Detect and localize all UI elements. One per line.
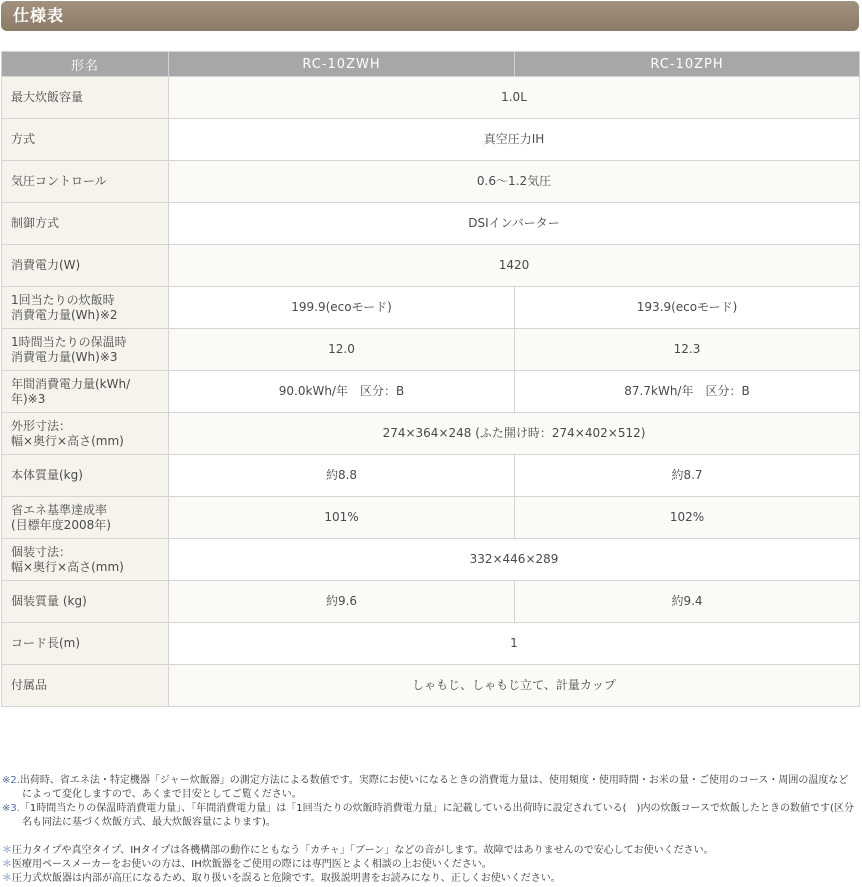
header-model-label: 形名 <box>2 52 169 77</box>
caution-note <box>2 872 858 886</box>
table-row <box>2 665 860 707</box>
row-value: 1420 <box>169 245 860 287</box>
caution-note <box>2 858 858 872</box>
row-value-rc10zph: 87.7kWh/年 区分：B <box>515 371 860 413</box>
caution-text: 圧力タイプや真空タイプ、IHタイプは各機構部の動作にともなう「カチャ」「ブーン」などの音がします。故障ではありませんので安心してお使いください。 <box>12 845 714 856</box>
table-row <box>2 455 860 497</box>
row-value-rc10zph: 102% <box>515 497 860 539</box>
footnote-text: 「1時間当たりの保温時消費電力量」、「年間消費電力量」は「1回当たりの炊飯時消費電力量」に記載している出荷時に設定されている( )内の炊飯コースで炊飯したときの数値です(区分名も同法に基づく炊飯方式、最大炊飯容量によります)。 <box>19 803 854 828</box>
footnote-text: 出荷時、省エネ法・特定機器「ジャー炊飯器」の測定方法による数値です。実際にお使いになるときの消費電力量は、使用頻度・使用時間・お米の量・ご使用のコース・周囲の温度などによって変化しますので、あくまで目安としてご覧ください。 <box>19 775 849 800</box>
row-label: コード長(m) <box>2 623 169 665</box>
row-label: 年間消費電力量(kWh/年)※3 <box>2 371 169 413</box>
row-value-rc10zph: 12.3 <box>515 329 860 371</box>
row-value: DSIインバーター <box>169 203 860 245</box>
row-value: しゃもじ、しゃもじ立て、計量カップ <box>169 665 860 707</box>
caution-text: 圧力式炊飯器は内部が高圧になるため、取り扱いを誤ると危険です。取扱説明書をお読みになり、正しくお使いください。 <box>12 873 561 884</box>
row-value-rc10zwh: 199.9(ecoモード) <box>169 287 515 329</box>
spec-table-body <box>2 77 860 707</box>
row-value: 真空圧力IH <box>169 119 860 161</box>
row-value-rc10zwh: 約8.8 <box>169 455 515 497</box>
caution-text: 医療用ペースメーカーをお使いの方は、IH炊飯器をご使用の際には専門医とよく相談の上お使いください。 <box>12 859 492 870</box>
table-row <box>2 119 860 161</box>
row-value: 274×364×248 (ふた開け時：274×402×512) <box>169 413 860 455</box>
footnote-mark: ※2. <box>2 775 20 786</box>
footnotes <box>2 774 858 886</box>
page-title: 仕様表 <box>13 6 65 25</box>
row-label: 方式 <box>2 119 169 161</box>
row-label: 本体質量(kg) <box>2 455 169 497</box>
table-row <box>2 413 860 455</box>
spec-table-header <box>2 52 860 77</box>
header-model-rc10zph: RC-10ZPH <box>515 52 860 77</box>
row-label: 最大炊飯容量 <box>2 77 169 119</box>
row-label: 外形寸法： 幅×奥行×高さ(mm) <box>2 413 169 455</box>
row-value-rc10zph: 約8.7 <box>515 455 860 497</box>
row-label: 1回当たりの炊飯時 消費電力量(Wh)※2 <box>2 287 169 329</box>
asterisk-icon: ＊ <box>2 845 12 856</box>
table-row <box>2 77 860 119</box>
table-row <box>2 329 860 371</box>
row-value-rc10zph: 193.9(ecoモード) <box>515 287 860 329</box>
asterisk-icon: ＊ <box>2 859 12 870</box>
row-label: 付属品 <box>2 665 169 707</box>
table-row <box>2 497 860 539</box>
table-row <box>2 623 860 665</box>
row-label: 個装寸法： 幅×奥行×高さ(mm) <box>2 539 169 581</box>
table-row <box>2 581 860 623</box>
row-value-rc10zph: 約9.4 <box>515 581 860 623</box>
asterisk-icon: ＊ <box>2 873 12 884</box>
spec-title-bar <box>1 1 859 31</box>
row-label: 個装質量 (kg) <box>2 581 169 623</box>
numbered-notes <box>2 774 858 830</box>
table-row <box>2 539 860 581</box>
row-label: 制御方式 <box>2 203 169 245</box>
row-label: 省エネ基準達成率 (目標年度2008年) <box>2 497 169 539</box>
table-row <box>2 371 860 413</box>
table-row <box>2 245 860 287</box>
row-value: 1 <box>169 623 860 665</box>
header-model-rc10zwh: RC-10ZWH <box>169 52 515 77</box>
spec-table <box>1 51 860 707</box>
table-row <box>2 203 860 245</box>
footnote <box>2 774 858 802</box>
table-row <box>2 287 860 329</box>
row-value: 1.0L <box>169 77 860 119</box>
row-value-rc10zwh: 90.0kWh/年 区分：B <box>169 371 515 413</box>
row-label: 気圧コントロール <box>2 161 169 203</box>
table-row <box>2 161 860 203</box>
caution-notes <box>2 844 858 886</box>
footnote-mark: ※3. <box>2 803 20 814</box>
row-label: 消費電力(W) <box>2 245 169 287</box>
row-value: 0.6～1.2気圧 <box>169 161 860 203</box>
row-value: 332×446×289 <box>169 539 860 581</box>
row-value-rc10zwh: 12.0 <box>169 329 515 371</box>
row-label: 1時間当たりの保温時 消費電力量(Wh)※3 <box>2 329 169 371</box>
footnote <box>2 802 858 830</box>
caution-note <box>2 844 858 858</box>
row-value-rc10zwh: 101% <box>169 497 515 539</box>
row-value-rc10zwh: 約9.6 <box>169 581 515 623</box>
